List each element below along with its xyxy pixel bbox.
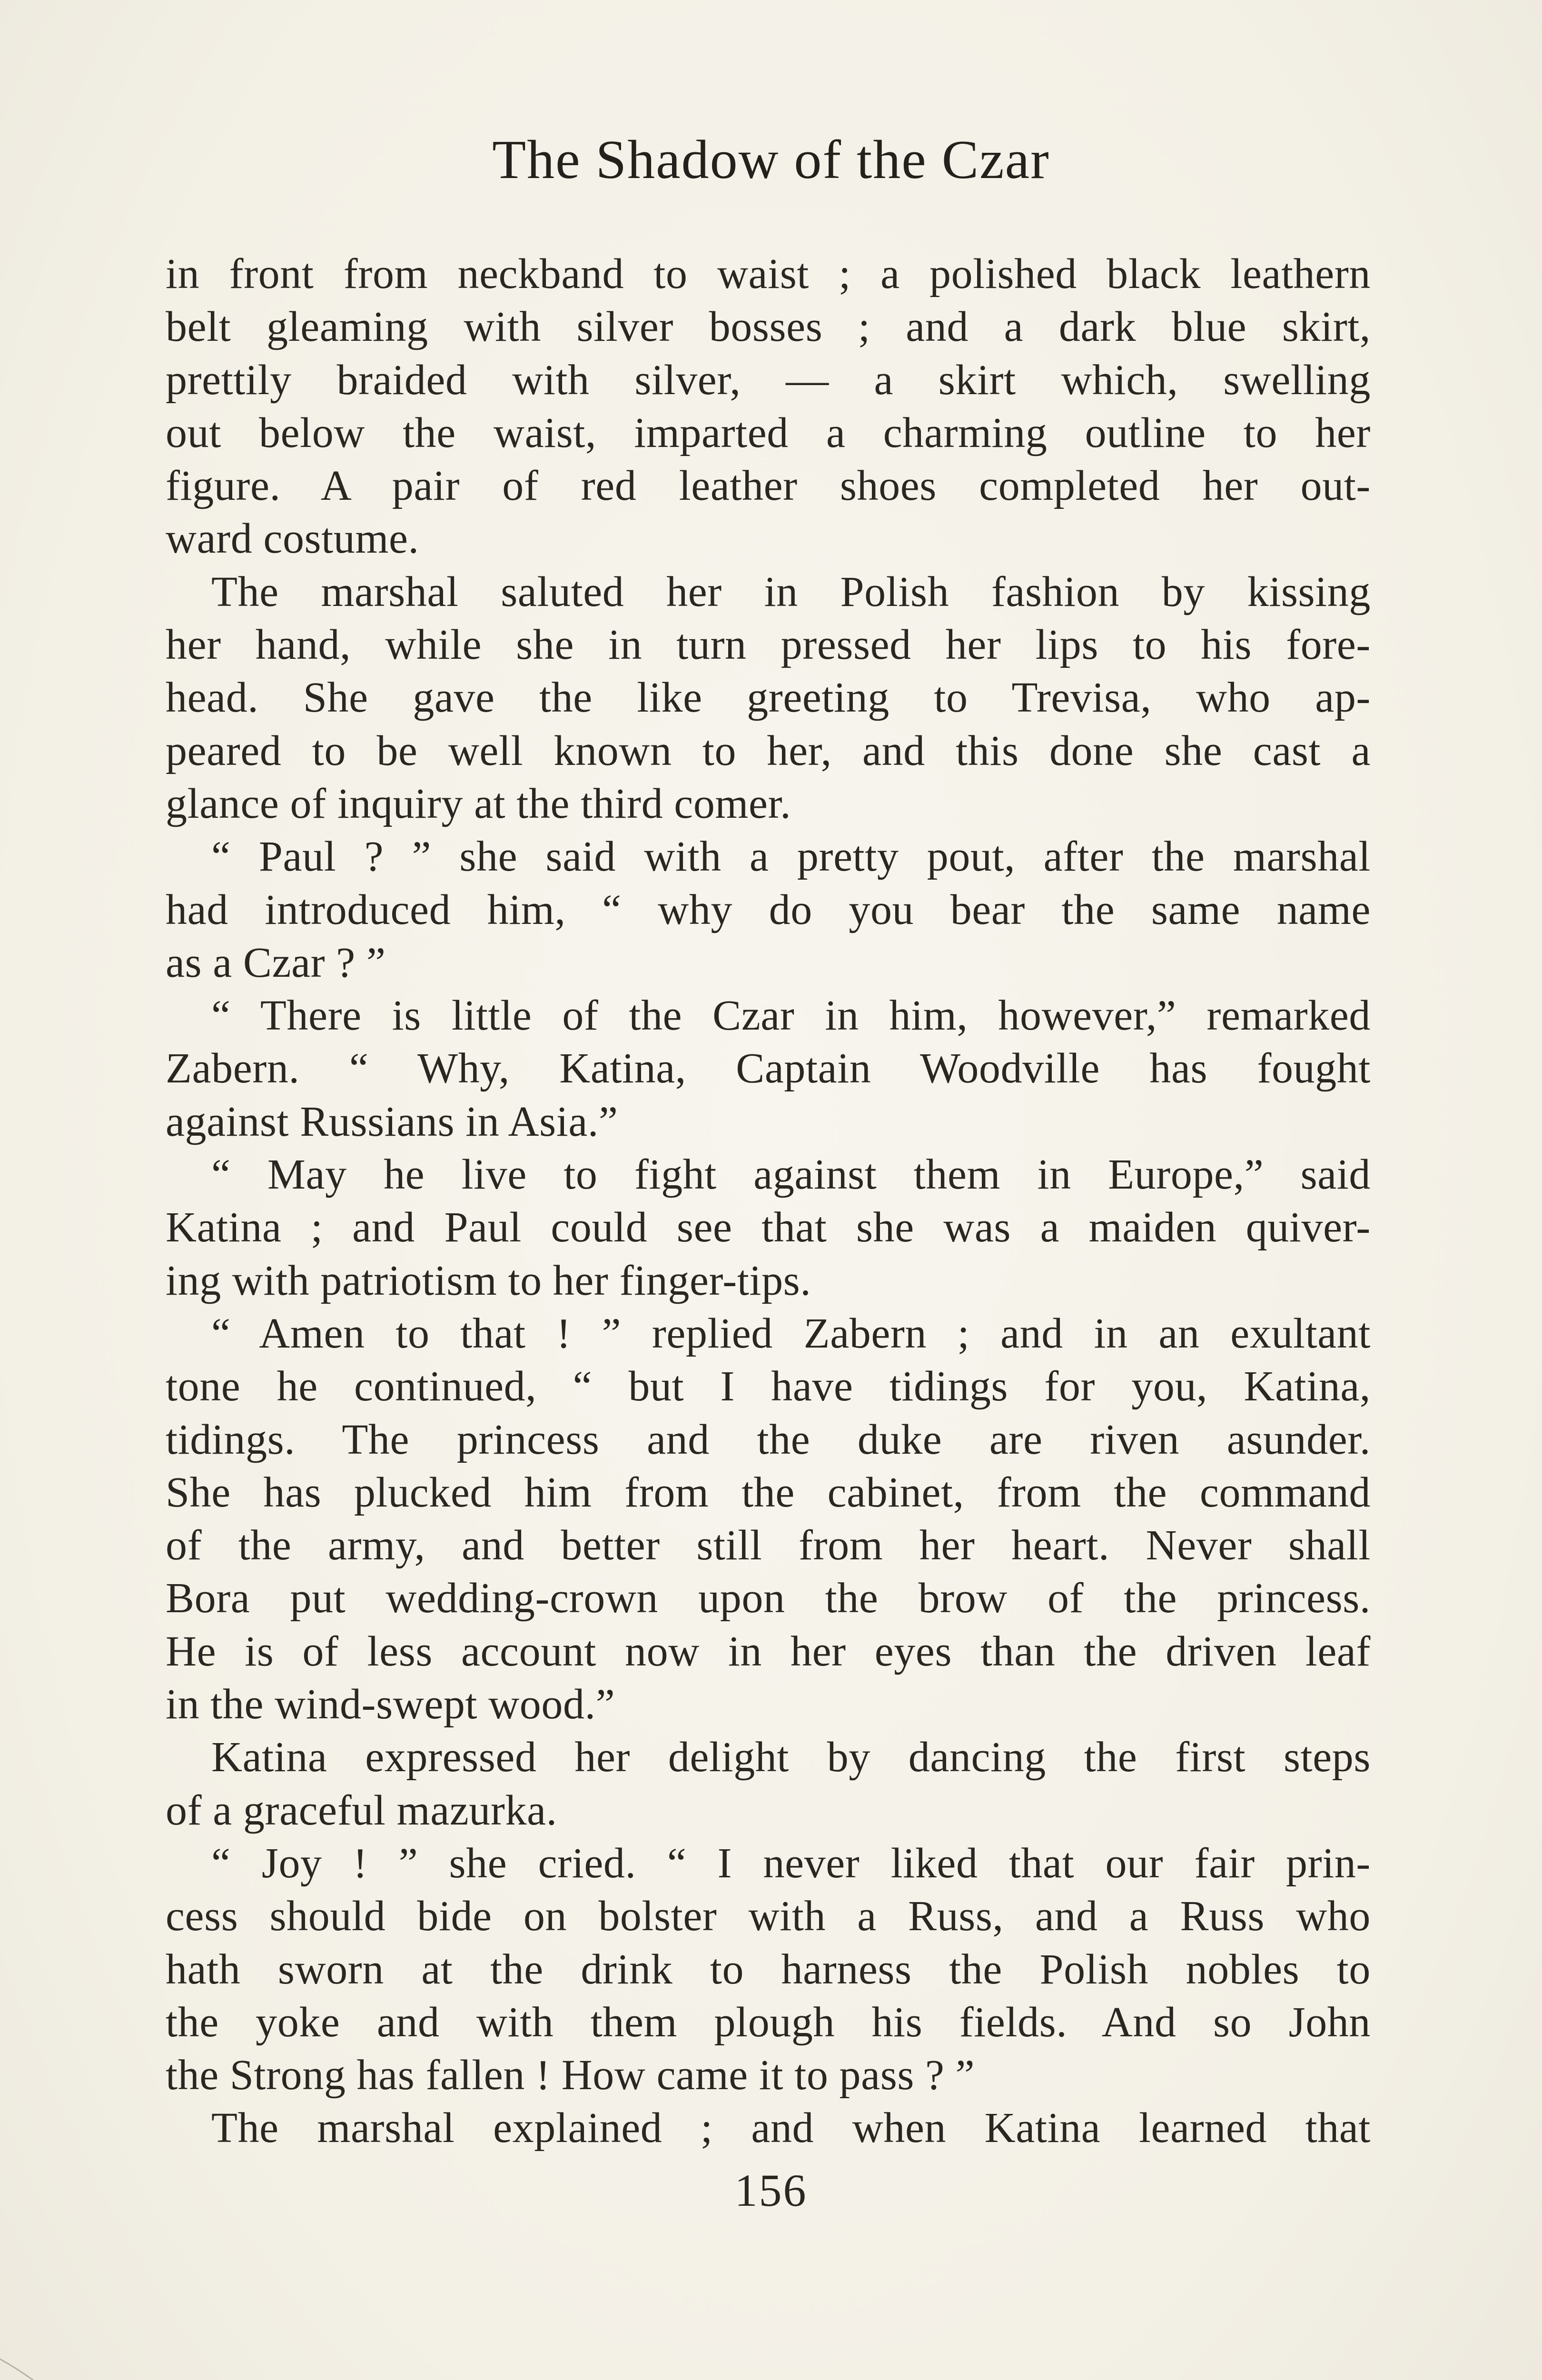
text-line: out below the waist, imparted a charming outline to her — [166, 409, 1371, 456]
text-line: peared to be well known to her, and this done she cast a — [166, 727, 1371, 774]
text-line: figure. A pair of red leather shoes completed her out- — [166, 462, 1371, 510]
text-line: “ There is little of the Czar in him, however,” remarked — [211, 992, 1371, 1040]
text-line: against Russians in Asia.” — [166, 1098, 618, 1145]
text-line: Bora put wedding-crown upon the brow of the princess. — [166, 1575, 1371, 1622]
text-line: belt gleaming with silver bosses ; and a dark blue skirt, — [166, 303, 1371, 351]
text-line: “ Paul ? ” she said with a pretty pout, after the marshal — [211, 833, 1371, 881]
text-line: ward costume. — [166, 515, 419, 563]
text-line: head. She gave the like greeting to Trevisa, who ap- — [166, 674, 1371, 722]
text-line: had introduced him, “ why do you bear the same name — [166, 886, 1371, 933]
text-line: the Strong has fallen ! How came it to pass ? ” — [166, 2052, 975, 2099]
text-line: Katina expressed her delight by dancing the first steps — [211, 1734, 1371, 1781]
text-line: the yoke and with them plough his fields. And so John — [166, 1998, 1371, 2046]
text-line: of a graceful mazurka. — [166, 1786, 557, 1834]
text-line: Zabern. “ Why, Katina, Captain Woodville has fought — [166, 1045, 1371, 1092]
body-text — [166, 248, 1371, 2155]
text-line: ing with patriotism to her finger-tips. — [166, 1257, 811, 1304]
text-line: She has plucked him from the cabinet, from the command — [166, 1468, 1371, 1516]
text-line: tidings. The princess and the duke are riven asunder. — [166, 1416, 1371, 1463]
text-line: “ Joy ! ” she cried. “ I never liked that our fair prin- — [211, 1839, 1371, 1887]
text-line: in front from neckband to waist ; a polished black leathern — [166, 250, 1371, 298]
text-line: in the wind-swept wood.” — [166, 1681, 615, 1728]
text-line: her hand, while she in turn pressed her lips to his fore- — [166, 621, 1371, 669]
text-line: Katina ; and Paul could see that she was a maiden quiver- — [166, 1204, 1371, 1251]
text-line: hath sworn at the drink to harness the Polish nobles to — [166, 1945, 1371, 1993]
text-line: “ May he live to fight against them in Europe,” said — [211, 1151, 1371, 1199]
text-line: prettily braided with silver, — a skirt which, swelling — [166, 356, 1371, 404]
text-line: cess should bide on bolster with a Russ, and a Russ who — [166, 1893, 1371, 1940]
text-line: as a Czar ? ” — [166, 939, 386, 986]
text-line: He is of less account now in her eyes than the driven leaf — [166, 1627, 1371, 1675]
running-head-title: The Shadow of the Czar — [492, 129, 1050, 190]
text-line: The marshal saluted her in Polish fashion by kissing — [211, 568, 1371, 615]
page-corner-crease — [0, 2340, 105, 2380]
text-line: of the army, and better still from her heart. Never shall — [166, 1522, 1371, 1569]
text-line: glance of inquiry at the third comer. — [166, 780, 791, 827]
text-line: The marshal explained ; and when Katina learned that — [211, 2104, 1371, 2152]
page-number: 156 — [734, 2165, 808, 2216]
text-line: “ Amen to that ! ” replied Zabern ; and in an exultant — [211, 1309, 1371, 1357]
text-line: tone he continued, “ but I have tidings for you, Katina, — [166, 1363, 1371, 1410]
